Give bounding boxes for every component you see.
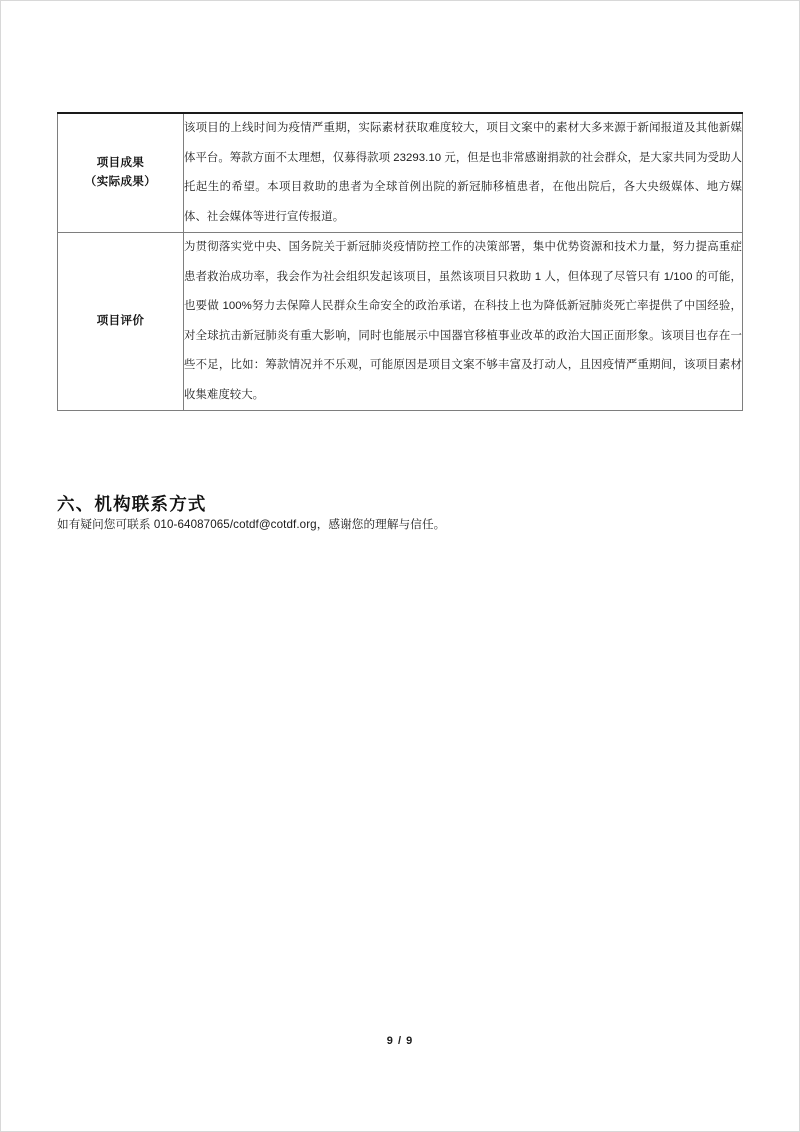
row-label-line: （实际成果）: [84, 176, 157, 188]
row-body-project-outcome: [184, 113, 743, 233]
row-body-text: 为贯彻落实党中央、国务院关于新冠肺炎疫情防控工作的决策部署，集中优势资源和技术力量，努力提高重症患者救治成功率，我会作为社会组织发起该项目，虽然该项目只救助 1 人，但体现了尽管只有 1/100 的可能，也要做 100%努力去保障人民群众生命安全的政治承诺，在科技上也为降低新冠肺炎死亡率提供了中国经验，对全球抗击新冠肺炎有重大影响，同时也能展示中国器官移植事业改革的政治大国正面形象。该项目也存在一些不足，比如：筹款情况并不乐观，可能原因是项目文案不够丰富及打动人，且因疫情严重期间，该项目素材收集难度较大。: [184, 241, 742, 401]
page-number-footer: 9 / 9: [386, 1035, 414, 1047]
table-row: [58, 113, 743, 233]
row-label-line: 项目评价: [96, 315, 145, 327]
row-label-project-evaluation: [58, 233, 184, 411]
contact-info-text: 如有疑问您可联系 010-64087065/cotdf@cotdf.org，感谢您的理解与信任。: [57, 518, 446, 531]
project-summary-table: [57, 112, 743, 411]
row-label-project-outcome: [58, 113, 184, 233]
row-label-line: 项目成果: [96, 157, 145, 169]
row-body-text: 该项目的上线时间为疫情严重期，实际素材获取难度较大，项目文案中的素材大多来源于新闻报道及其他新媒体平台。筹款方面不太理想，仅募得款项 23293.10 元，但是也非常感谢捐款的社会群众，是大家共同为受助人托起生的希望。本项目救助的患者为全球首例出院的新冠肺移植患者，在他出院后，各大央级媒体、地方媒体、社会媒体等进行宣传报道。: [184, 122, 742, 223]
section-heading-contact: 六、机构联系方式: [57, 493, 207, 514]
row-body-project-evaluation: [184, 233, 743, 411]
table-row: [58, 233, 743, 411]
